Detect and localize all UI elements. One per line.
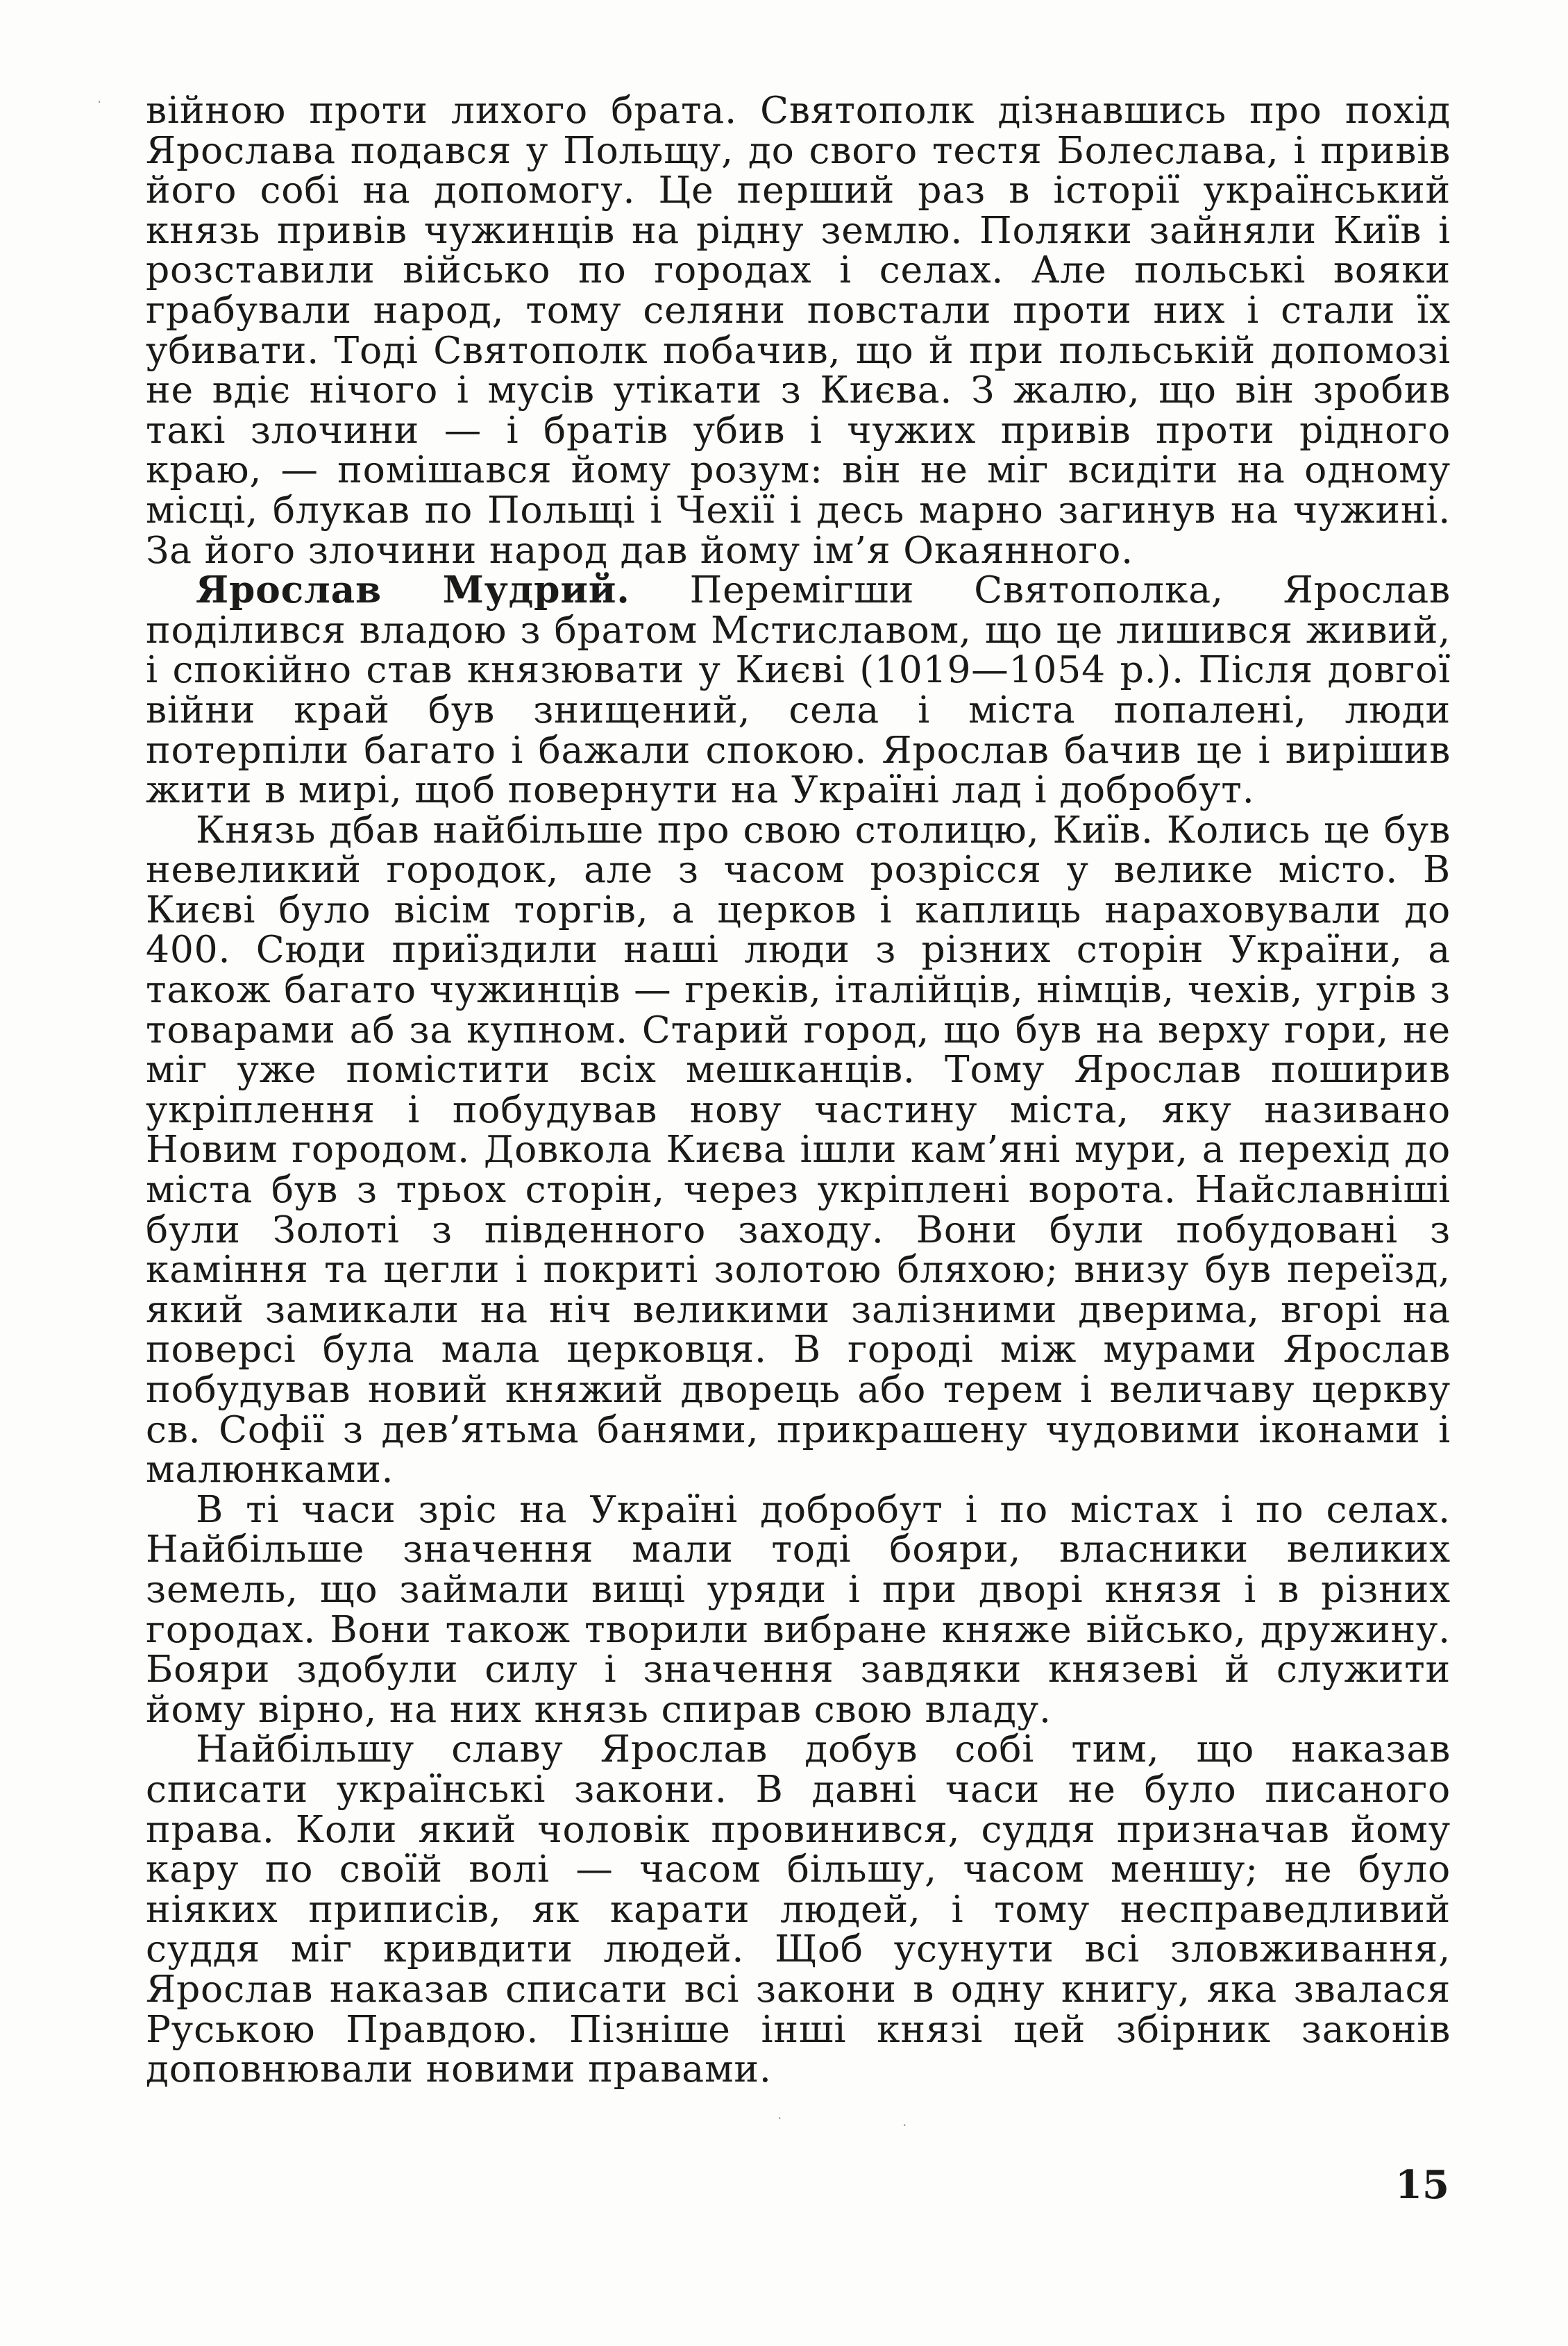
section-heading-yaroslav-mudryi: Ярослав Мудрий. [196,568,630,612]
paragraph-4-text: В ті часи зріс на Україні добробут і по містах і по селах. Найбільше значення мали тоді бояри, власники великих земель, що займали вищі уряди і при дворі князя і в різних городах. Вони також творили вибране княже військо, дружину. Бояри здобули силу і значення завдяки князеві й служити йому вірно, на них князь спирав свою владу. [146,1487,1451,1731]
page-number: 15 [1395,2162,1449,2208]
paragraph-1 [146,90,1451,570]
paragraph-2 [146,570,1451,810]
paragraph-3-text: Князь дбав найбільше про свою столицю, Київ. Колись це був невеликий городок, але з часом розрісся у велике місто. В Києві було вісім торгів, а церков і каплиць нараховували до 400. Сюди приїздили наші люди з різних сторін України, а також багато чужинців — греків, італійців, німців, чехів, угрів з товарами аб за купном. Старий город, що був на верху гори, не міг уже помістити всіх мешканців. Тому Ярослав поширив укріплення і побудував нову частину міста, яку називано Новим городом. Довкола Києва ішли кам’яні мури, а перехід до міста був з трьох сторін, через укріплені ворота. Найславніші були Золоті з південного заходу. Вони були побудовані з каміння та цегли і покриті золотою бляхою; внизу був переїзд, який замикали на ніч великими залізними дверима, вгорі на поверсі була мала церковця. В городі між мурами Ярослав побудував новий княжий дворець або терем і величаву церкву св. Софії з дев’ятьма банями, прикрашену чудовими іконами і малюнками. [146,807,1451,1492]
body-text [146,90,1451,2089]
paragraph-5-text: Найбільшу славу Ярослав добув собі тим, що наказав списати українські закони. В давні часи не було писаного права. Коли який чоловік провинився, суддя призначав йому кару по своїй волі — часом більшу, часом меншу; не було ніяких приписів, як карати людей, і тому несправедливий суддя міг кривдити людей. Щоб усунути всі зловживання, Ярослав наказав списати всі закони в одну книгу, яка звалася Руською Правдою. Пізніше інші князі цей збірник законів доповнювали новими правами. [146,1727,1451,2091]
paragraph-3 [146,807,1451,1492]
paragraph-5 [146,1727,1451,2091]
print-speck: · [97,94,102,110]
print-speck: · [777,2110,782,2127]
paragraph-4 [146,1487,1451,1731]
paragraph-1-text: війною проти лихого брата. Святополк дізнавшись про похід Ярослава подався у Польщу, до свого тестя Болеслава, і привів його собі на допомогу. Це перший раз в історії український князь привів чужинців на рідну землю. Поляки зайняли Київ і розставили військо по городах і селах. Але польські вояки грабували народ, тому селяни повстали проти них і стали їх убивати. Тоді Святополк побачив, що й при польській допомозі не вдіє нічого і мусів утікати з Києва. З жалю, що він зробив такі злочини — і братів убив і чужих привів проти рідного краю, — помішався йому розум: він не міг всидіти на одному місці, блукав по Польщі і Чехії і десь марно загинув на чужині. За його злочини народ дав йому ім’я Окаянного. [146,88,1451,572]
paragraph-2-text: Перемігши Святополка, Ярослав поділився владою з братом Мстиславом, що це лишився живий, і спокійно став князювати у Києві (1019—1054 р.). Після довгої війни край був знищений, села і міста попалені, люди потерпіли багато і бажали спокою. Ярослав бачив це і вирішив жити в мирі, щоб повернути на Україні лад і добробут. [146,568,1451,812]
print-speck: · [902,2117,907,2134]
